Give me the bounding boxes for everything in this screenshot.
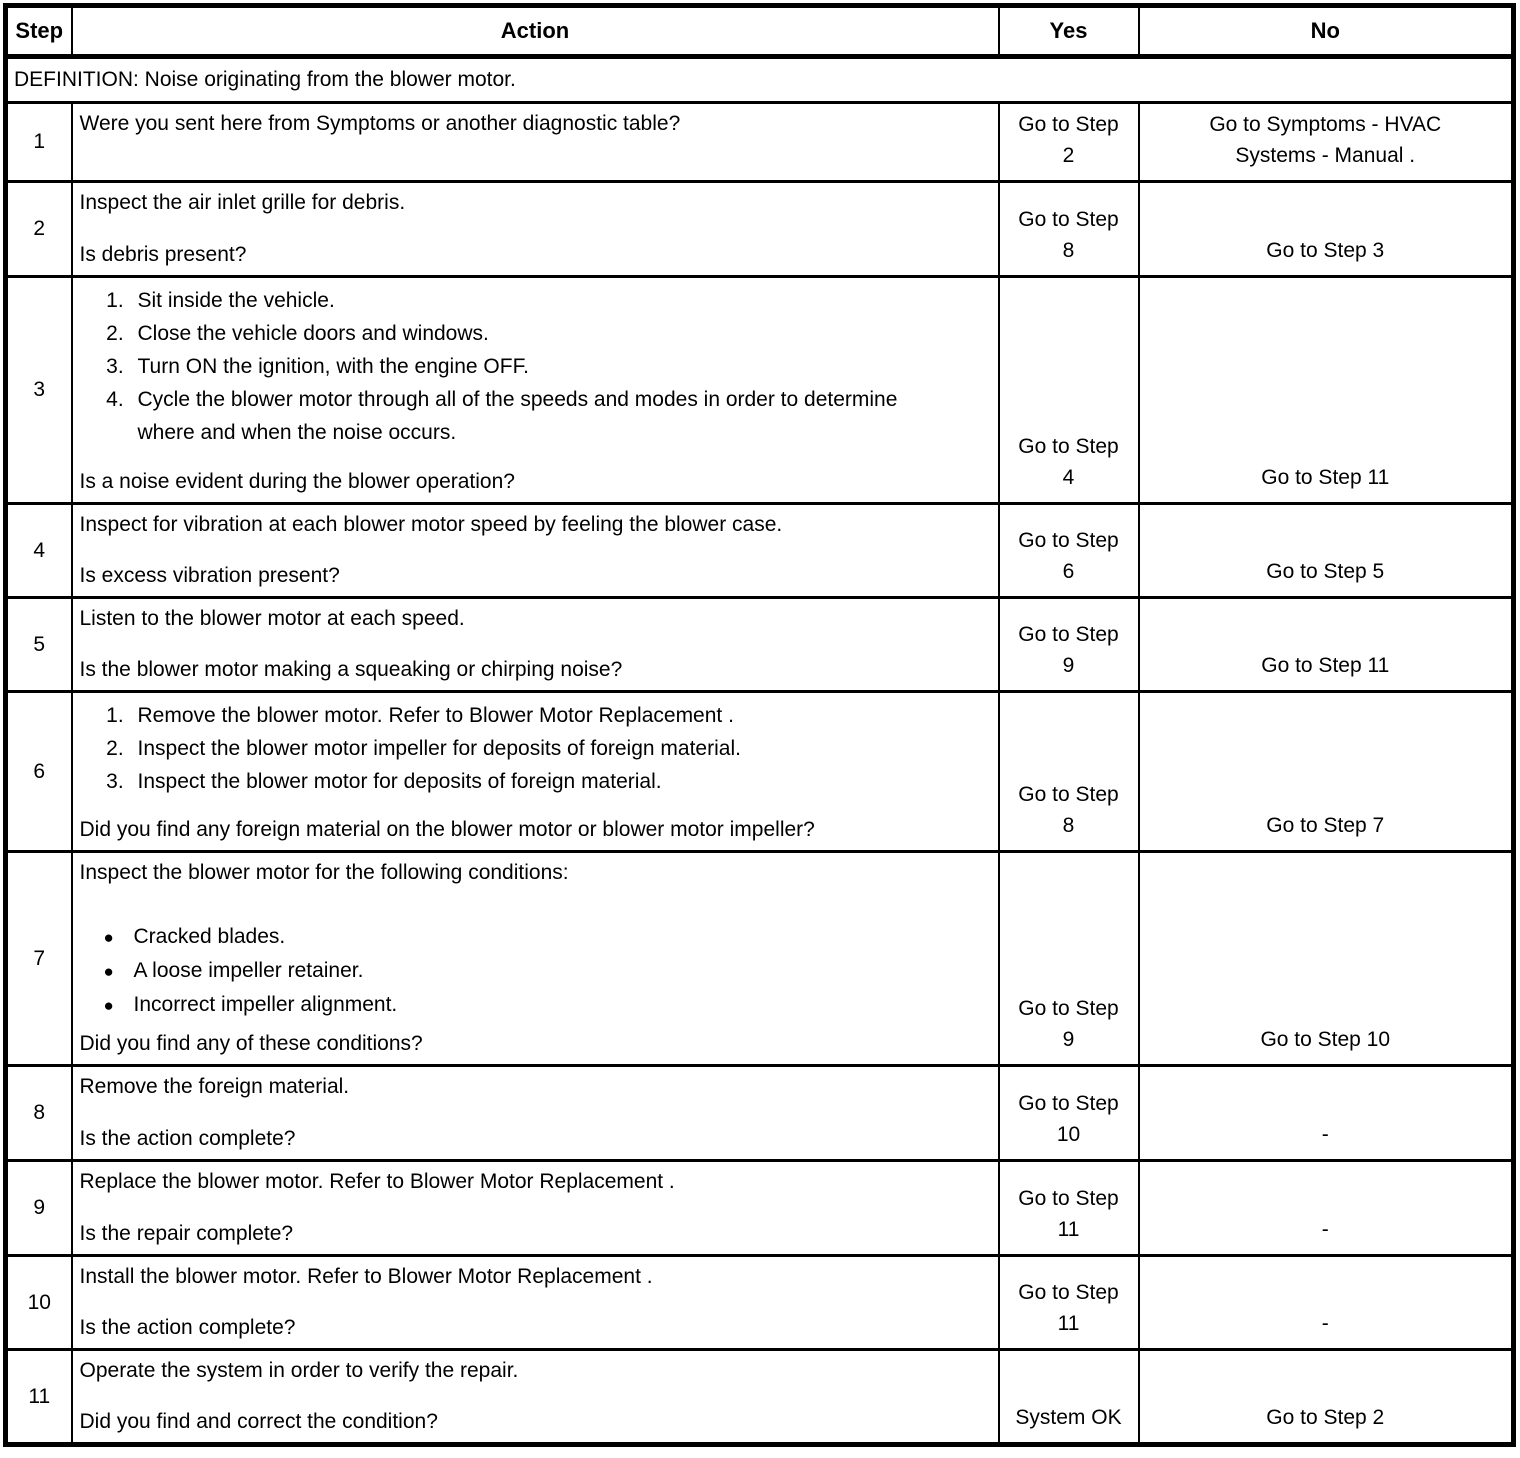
action-intro: Inspect for vibration at each blower motor speed by feeling the blower case. (79, 513, 783, 536)
definition-row (6, 57, 1514, 103)
step-number: 8 (6, 1066, 72, 1161)
no-value: Go to Step 3 (1266, 239, 1385, 262)
yes-value: Go to Step (1018, 1281, 1119, 1304)
no-value: Go to Step 11 (1261, 466, 1390, 489)
action-question: Did you find any of these conditions? (79, 1032, 423, 1055)
yes-value: Go to Step (1018, 997, 1119, 1020)
yes-value: Go to Step (1018, 113, 1119, 136)
no-value: Go to Step 11 (1261, 654, 1390, 677)
yes-cell (999, 1256, 1139, 1350)
yes-value: 8 (1062, 814, 1075, 837)
action-intro: Inspect the air inlet grille for debris. (79, 191, 406, 214)
header-row (6, 6, 1514, 57)
action-question: Is the action complete? (79, 1127, 296, 1150)
action-cell (72, 1350, 999, 1445)
no-cell (1139, 1161, 1514, 1256)
yes-cell (999, 182, 1139, 277)
action-intro: Remove the foreign material. (79, 1075, 350, 1098)
step-number: 3 (6, 277, 72, 504)
numbered-item: 4. Cycle the blower motor through all of the speeds and modes in order to determine where and when the noise occurs. (130, 383, 938, 449)
yes-cell (999, 504, 1139, 598)
no-cell (1139, 504, 1514, 598)
action-cell (72, 692, 999, 852)
yes-value: Go to Step (1018, 529, 1119, 552)
bullet-item: ● Incorrect impeller alignment. (104, 988, 988, 1022)
table-row (6, 1350, 1514, 1445)
action-cell (72, 103, 999, 182)
yes-cell (999, 1066, 1139, 1161)
action-intro: Inspect the blower motor for the following conditions: (79, 861, 569, 884)
action-question: Is debris present? (79, 243, 247, 266)
action-intro: Operate the system in order to verify the repair. (79, 1359, 519, 1382)
action-intro: Listen to the blower motor at each speed. (79, 607, 465, 630)
yes-cell (999, 277, 1139, 504)
action-cell (72, 1066, 999, 1161)
yes-value: 8 (1062, 239, 1075, 262)
action-intro: Were you sent here from Symptoms or another diagnostic table? (79, 112, 681, 135)
step-number: 11 (6, 1350, 72, 1445)
no-cell (1139, 1066, 1514, 1161)
header-yes: Yes (999, 6, 1139, 57)
yes-value: Go to Step (1018, 208, 1119, 231)
yes-value: 9 (1062, 654, 1075, 677)
yes-value: 4 (1062, 466, 1075, 489)
yes-value: Go to Step (1018, 435, 1119, 458)
table-row (6, 182, 1514, 277)
no-cell (1139, 852, 1514, 1066)
no-cell (1139, 277, 1514, 504)
yes-value: 11 (1057, 1218, 1080, 1241)
yes-cell (999, 103, 1139, 182)
numbered-item: 3. Inspect the blower motor for deposits of foreign material. (130, 765, 938, 798)
action-numbered-list (80, 699, 988, 798)
yes-cell (999, 692, 1139, 852)
action-question: Is the action complete? (79, 1316, 296, 1339)
no-value: Go to Step 7 (1266, 814, 1385, 837)
action-cell (72, 277, 999, 504)
yes-value: Go to Step (1018, 783, 1119, 806)
action-question: Did you find any foreign material on the blower motor or blower motor impeller? (79, 818, 815, 841)
no-cell (1139, 103, 1514, 182)
yes-value: System OK (1015, 1406, 1122, 1429)
bullet-item: ● Cracked blades. (104, 920, 988, 954)
header-no: No (1139, 6, 1514, 57)
step-number: 4 (6, 504, 72, 598)
step-number: 7 (6, 852, 72, 1066)
action-cell (72, 1256, 999, 1350)
no-value: Go to Step 5 (1266, 560, 1385, 583)
step-number: 6 (6, 692, 72, 852)
table-row (6, 692, 1514, 852)
no-cell (1139, 1256, 1514, 1350)
step-number: 1 (6, 103, 72, 182)
numbered-item: 3. Turn ON the ignition, with the engine OFF. (130, 350, 938, 383)
no-cell (1139, 182, 1514, 277)
no-value: Go to Step 2 (1266, 1406, 1385, 1429)
no-value: Systems - Manual . (1235, 144, 1416, 167)
table-row (6, 1161, 1514, 1256)
table-row (6, 277, 1514, 504)
yes-value: Go to Step (1018, 623, 1119, 646)
table-row (6, 852, 1514, 1066)
action-question: Is the blower motor making a squeaking or chirping noise? (79, 658, 623, 681)
yes-value: 9 (1062, 1028, 1075, 1051)
table-row (6, 1256, 1514, 1350)
table-row (6, 103, 1514, 182)
table-row (6, 598, 1514, 692)
step-number: 9 (6, 1161, 72, 1256)
yes-value: Go to Step (1018, 1187, 1119, 1210)
numbered-item: 1. Remove the blower motor. Refer to Blower Motor Replacement . (130, 699, 938, 732)
action-question: Is a noise evident during the blower operation? (79, 470, 515, 493)
action-cell (72, 182, 999, 277)
no-value: Go to Step 10 (1260, 1028, 1391, 1051)
no-cell (1139, 1350, 1514, 1445)
bullet-item: ● A loose impeller retainer. (104, 954, 988, 988)
numbered-item: 1. Sit inside the vehicle. (130, 284, 938, 317)
header-action: Action (72, 6, 999, 57)
no-cell (1139, 598, 1514, 692)
step-number: 10 (6, 1256, 72, 1350)
action-numbered-list (80, 284, 988, 449)
definition-text: DEFINITION: Noise originating from the blower motor. (6, 57, 1514, 103)
no-value: Go to Symptoms - HVAC (1209, 113, 1442, 136)
yes-cell (999, 1161, 1139, 1256)
step-number: 2 (6, 182, 72, 277)
action-cell (72, 852, 999, 1066)
table-row (6, 504, 1514, 598)
no-value: - (1321, 1218, 1329, 1241)
action-question: Is the repair complete? (79, 1222, 294, 1245)
yes-value: 11 (1057, 1312, 1080, 1335)
diagnostic-table (3, 3, 1516, 1447)
action-question: Is excess vibration present? (79, 564, 340, 587)
no-cell (1139, 692, 1514, 852)
no-value: - (1321, 1312, 1329, 1335)
yes-cell (999, 1350, 1139, 1445)
action-intro: Install the blower motor. Refer to Blower Motor Replacement . (79, 1265, 653, 1288)
yes-value: 10 (1056, 1123, 1081, 1146)
action-bullet-list (80, 920, 988, 1022)
numbered-item: 2. Inspect the blower motor impeller for deposits of foreign material. (130, 732, 938, 765)
step-number: 5 (6, 598, 72, 692)
yes-value: Go to Step (1018, 1092, 1119, 1115)
yes-cell (999, 598, 1139, 692)
action-cell (72, 504, 999, 598)
yes-value: 6 (1062, 560, 1075, 583)
action-cell (72, 598, 999, 692)
yes-cell (999, 852, 1139, 1066)
action-intro: Replace the blower motor. Refer to Blower Motor Replacement . (79, 1170, 675, 1193)
action-question: Did you find and correct the condition? (79, 1410, 438, 1433)
action-cell (72, 1161, 999, 1256)
header-step: Step (6, 6, 72, 57)
yes-value: 2 (1062, 144, 1075, 167)
numbered-item: 2. Close the vehicle doors and windows. (130, 317, 938, 350)
no-value: - (1321, 1123, 1329, 1146)
table-row (6, 1066, 1514, 1161)
